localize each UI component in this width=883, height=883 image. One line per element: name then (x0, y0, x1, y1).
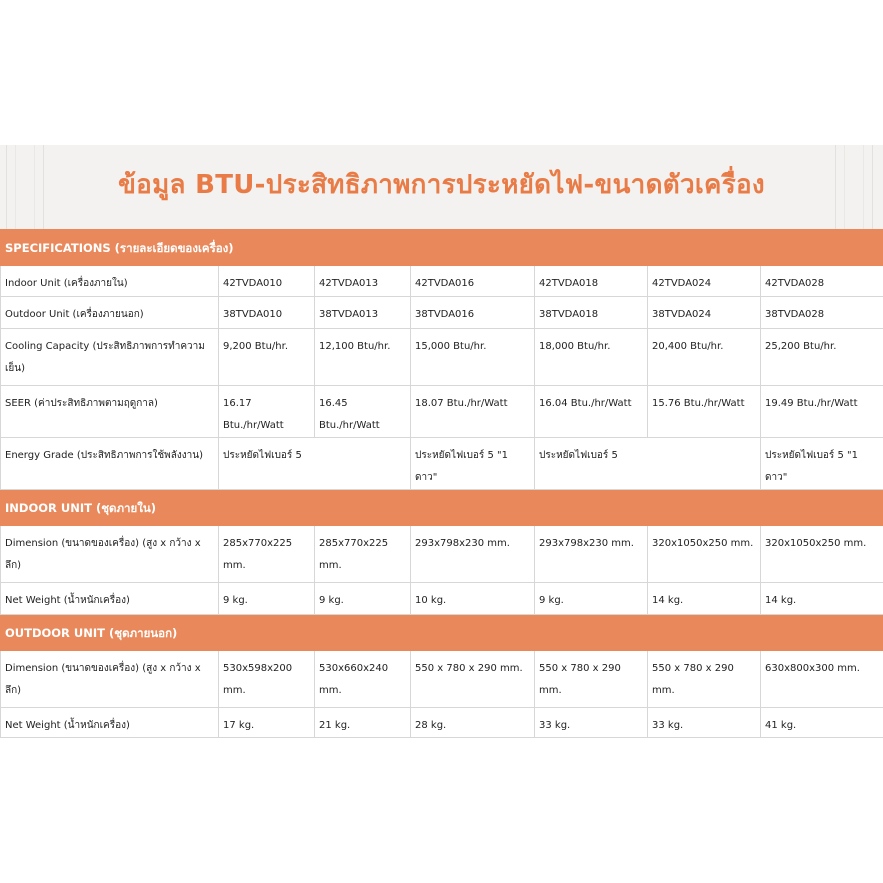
row-label: Energy Grade (ประสิทธิภาพการใช้พลังงาน) (1, 438, 219, 490)
row-label: SEER (ค่าประสิทธิภาพตามฤดูกาล) (1, 386, 219, 438)
row-label: Net Weight (น้ำหนักเครื่อง) (1, 708, 219, 738)
row-label: Cooling Capacity (ประสิทธิภาพการทำความเย็น) (1, 329, 219, 386)
table-cell: 320x1050x250 mm. (761, 526, 883, 583)
row-label: Indoor Unit (เครื่องภายใน) (1, 266, 219, 297)
table-cell: 9 kg. (219, 583, 315, 615)
table-cell: 12,100 Btu/hr. (315, 329, 411, 386)
table-cell: 293x798x230 mm. (535, 526, 648, 583)
table-cell: 38TVDA028 (761, 297, 883, 329)
table-cell: ประหยัดไฟเบอร์ 5 (535, 438, 761, 490)
table-cell: 550 x 780 x 290 mm. (535, 651, 648, 708)
table-row-indoor-weight (1, 583, 883, 615)
table-cell: 9,200 Btu/hr. (219, 329, 315, 386)
section-header-specifications (1, 230, 883, 266)
spec-table (0, 229, 883, 738)
row-label: Dimension (ขนาดของเครื่อง) (สูง x กว้าง x ลึก) (1, 526, 219, 583)
table-cell: 41 kg. (761, 708, 883, 738)
table-cell: 10 kg. (411, 583, 535, 615)
table-cell: 530x660x240 mm. (315, 651, 411, 708)
table-cell: 16.04 Btu./hr/Watt (535, 386, 648, 438)
table-cell: 293x798x230 mm. (411, 526, 535, 583)
table-cell: ประหยัดไฟเบอร์ 5 "1 ดาว" (761, 438, 883, 490)
content-panel (0, 145, 883, 738)
table-cell: 38TVDA013 (315, 297, 411, 329)
row-label: Net Weight (น้ำหนักเครื่อง) (1, 583, 219, 615)
table-cell: 42TVDA016 (411, 266, 535, 297)
table-cell: 19.49 Btu./hr/Watt (761, 386, 883, 438)
table-row-indoor-dimension (1, 526, 883, 583)
table-cell: 33 kg. (535, 708, 648, 738)
table-row-indoor-unit (1, 266, 883, 297)
table-cell: 14 kg. (761, 583, 883, 615)
table-cell: 15,000 Btu/hr. (411, 329, 535, 386)
table-cell: 38TVDA010 (219, 297, 315, 329)
table-cell: 320x1050x250 mm. (648, 526, 761, 583)
table-cell: 38TVDA024 (648, 297, 761, 329)
table-cell: 18,000 Btu/hr. (535, 329, 648, 386)
table-row-outdoor-weight (1, 708, 883, 738)
table-cell: 38TVDA018 (535, 297, 648, 329)
table-cell: 20,400 Btu/hr. (648, 329, 761, 386)
table-cell: 42TVDA010 (219, 266, 315, 297)
table-cell: 9 kg. (315, 583, 411, 615)
section-title: OUTDOOR UNIT (ชุดภายนอก) (1, 615, 883, 651)
row-label: Dimension (ขนาดของเครื่อง) (สูง x กว้าง x ลึก) (1, 651, 219, 708)
section-header-indoor-unit (1, 490, 883, 526)
table-cell: 25,200 Btu/hr. (761, 329, 883, 386)
table-cell: 9 kg. (535, 583, 648, 615)
table-cell: 630x800x300 mm. (761, 651, 883, 708)
table-row-energy-grade (1, 438, 883, 490)
table-row-cooling-capacity (1, 329, 883, 386)
table-cell: 33 kg. (648, 708, 761, 738)
table-cell: ประหยัดไฟเบอร์ 5 "1 ดาว" (411, 438, 535, 490)
table-cell: 16.17 Btu./hr/Watt (219, 386, 315, 438)
table-cell: 18.07 Btu./hr/Watt (411, 386, 535, 438)
table-cell: 285x770x225 mm. (219, 526, 315, 583)
table-row-outdoor-dimension (1, 651, 883, 708)
section-title: INDOOR UNIT (ชุดภายใน) (1, 490, 883, 526)
table-row-seer (1, 386, 883, 438)
table-cell: 42TVDA028 (761, 266, 883, 297)
section-title: SPECIFICATIONS (รายละเอียดของเครื่อง) (1, 230, 883, 266)
table-cell: 42TVDA018 (535, 266, 648, 297)
table-cell: 17 kg. (219, 708, 315, 738)
table-row-outdoor-unit (1, 297, 883, 329)
table-cell: 21 kg. (315, 708, 411, 738)
table-cell: 530x598x200 mm. (219, 651, 315, 708)
row-label: Outdoor Unit (เครื่องภายนอก) (1, 297, 219, 329)
page-title: ข้อมูล BTU-ประสิทธิภาพการประหยัดไฟ-ขนาดตัวเครื่อง (118, 170, 765, 200)
table-cell: 550 x 780 x 290 mm. (648, 651, 761, 708)
table-cell: 42TVDA013 (315, 266, 411, 297)
table-cell: 28 kg. (411, 708, 535, 738)
table-cell: 14 kg. (648, 583, 761, 615)
table-cell: 16.45 Btu./hr/Watt (315, 386, 411, 438)
section-header-outdoor-unit (1, 615, 883, 651)
table-cell: 550 x 780 x 290 mm. (411, 651, 535, 708)
table-cell: ประหยัดไฟเบอร์ 5 (219, 438, 411, 490)
table-cell: 38TVDA016 (411, 297, 535, 329)
table-cell: 285x770x225 mm. (315, 526, 411, 583)
table-cell: 42TVDA024 (648, 266, 761, 297)
table-cell: 15.76 Btu./hr/Watt (648, 386, 761, 438)
